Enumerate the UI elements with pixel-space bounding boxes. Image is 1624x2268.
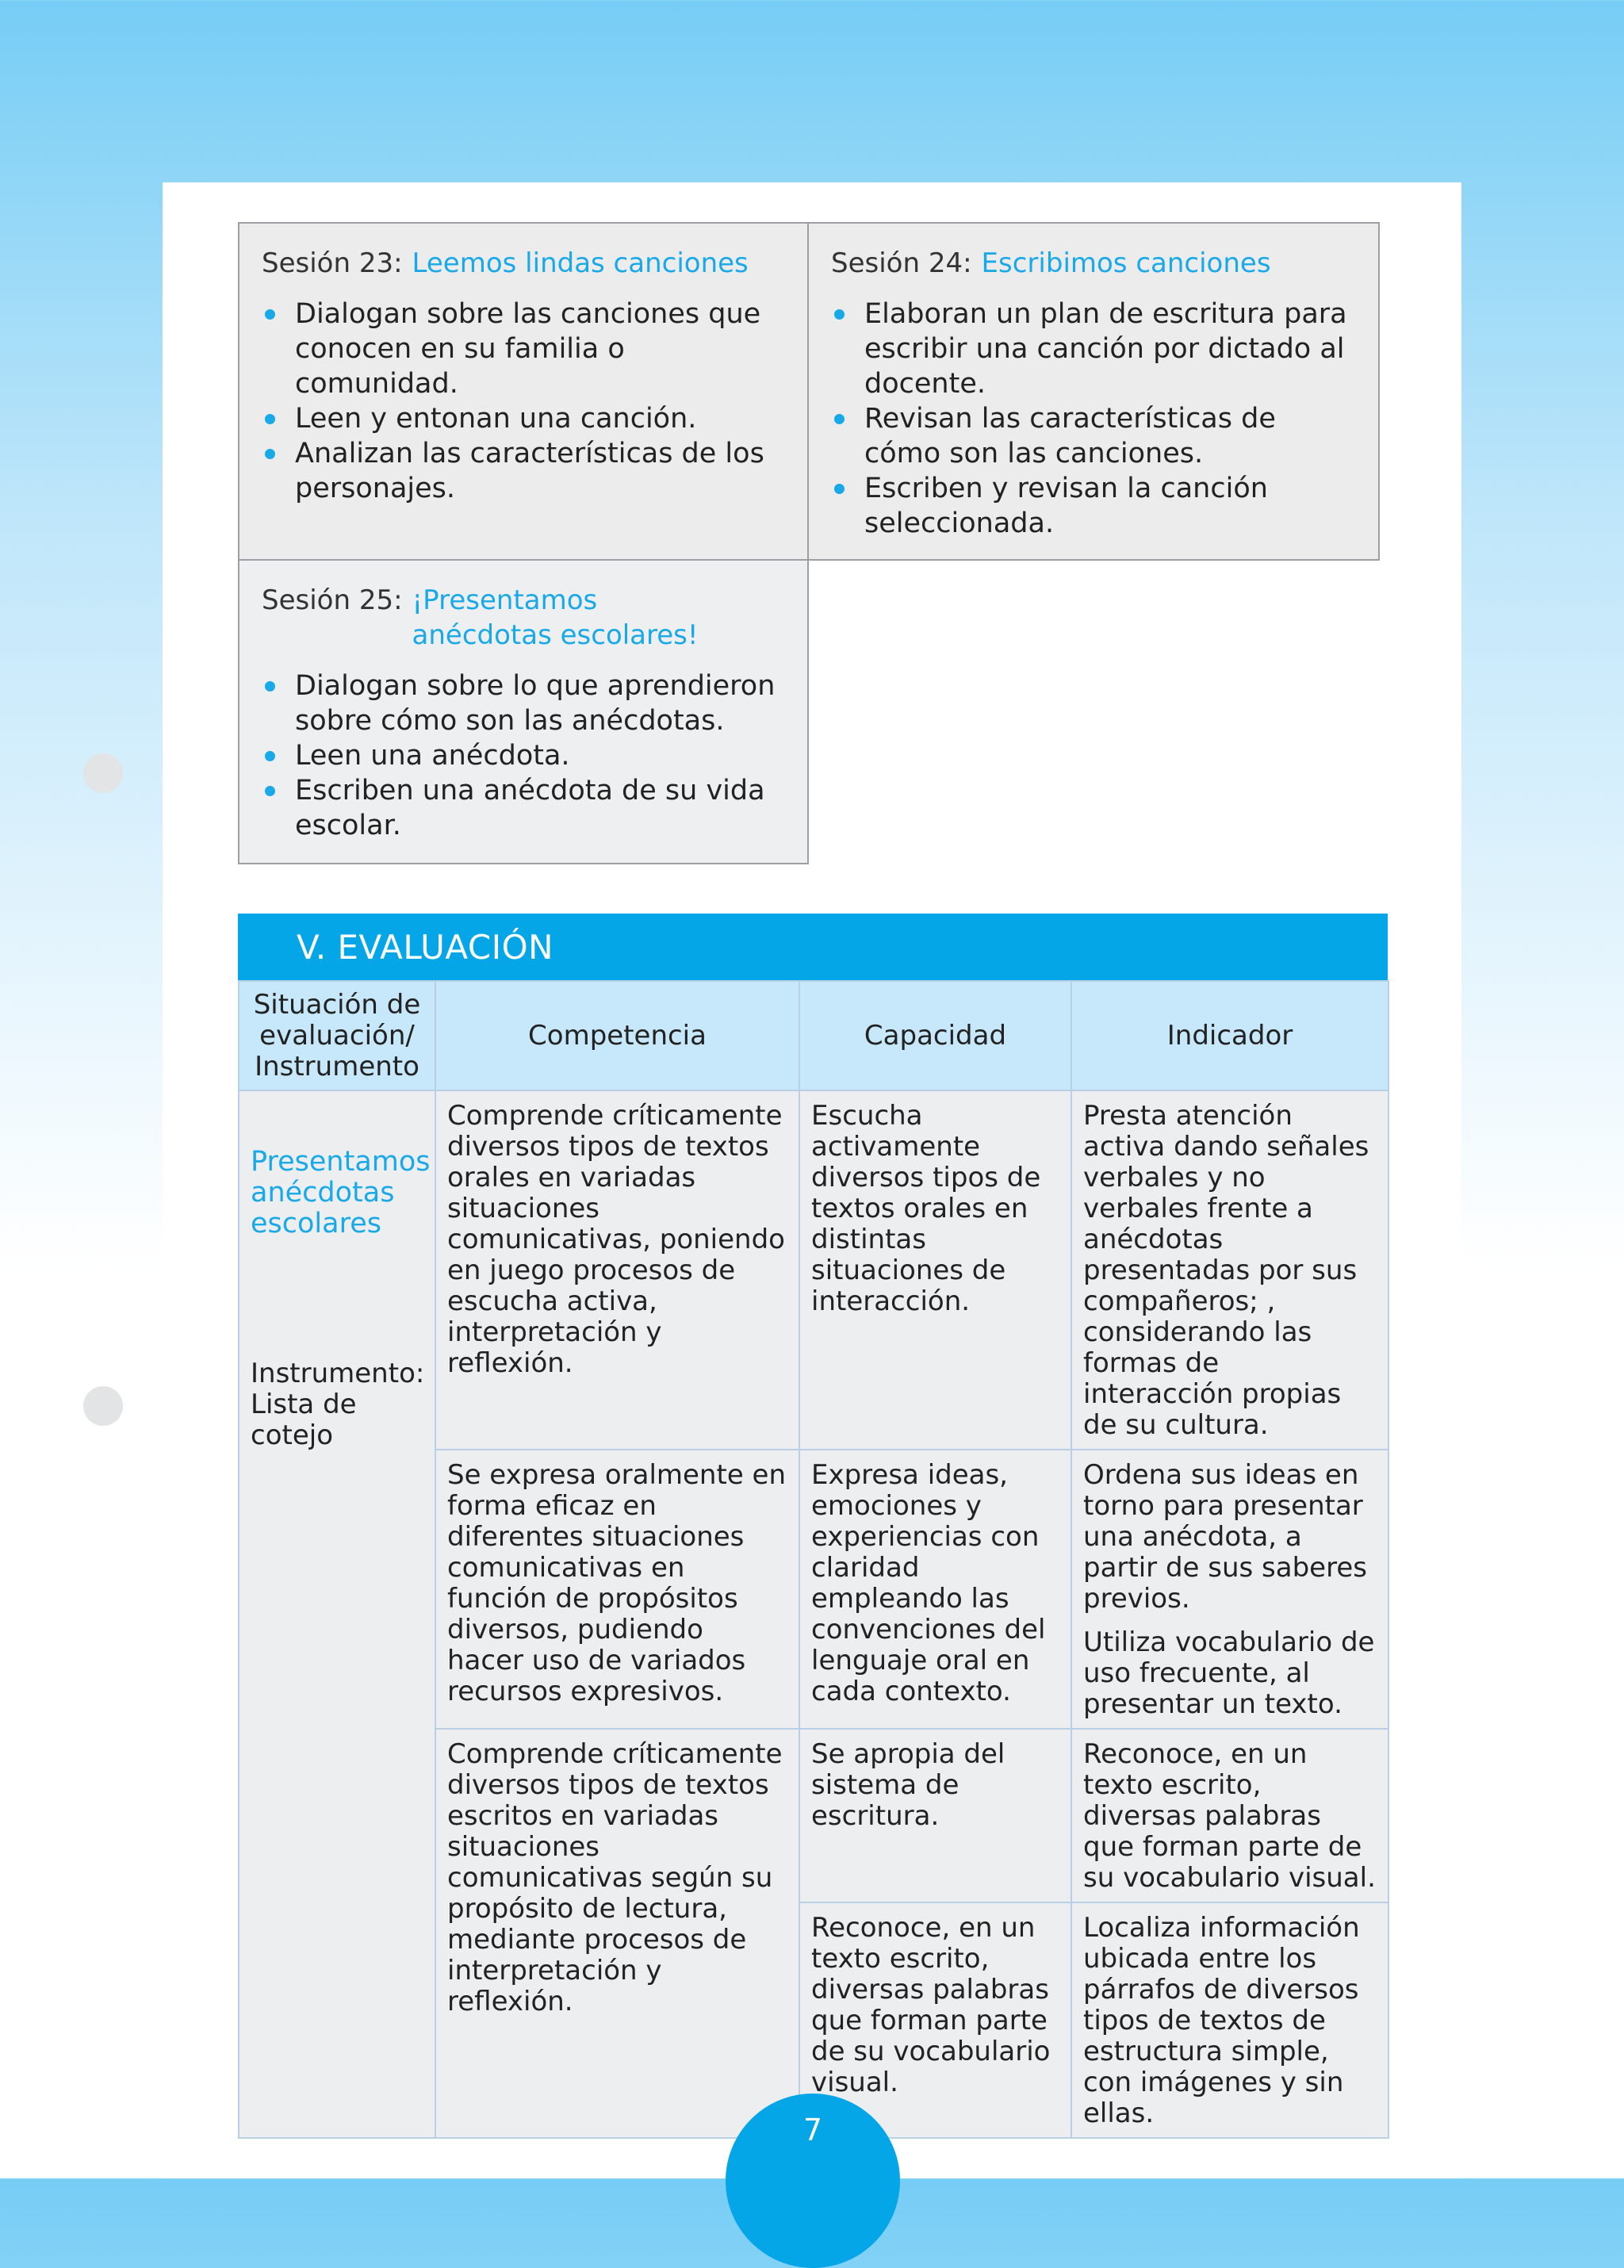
- header-capacidad: Capacidad: [799, 981, 1071, 1090]
- cell-text: Expresa ideas, emociones y experiencias con claridad empleando las convenciones del lenguaje oral en cada contexto.: [811, 1459, 1046, 1707]
- competencia-cell: [435, 1729, 799, 2138]
- cell-text: Localiza información ubicada entre los párrafos de diversos tipos de textos de estructura simple, con imágenes y sin ellas.: [1083, 1912, 1360, 2129]
- session-name: ¡Presentamos anécdotas escolares!: [412, 584, 699, 651]
- cell-text: Comprende críticamente diversos tipos de textos escritos en variadas situaciones comunicativas según su propósito de lectura, mediante procesos de interpretación y reflexión.: [447, 1738, 783, 2017]
- cell-text: Se expresa oralmente en forma eficaz en diferentes situaciones comunicativas en función de propósitos diversos, pudiendo hacer uso de variados recursos expresivos.: [447, 1459, 787, 1707]
- indicador-cell: [1071, 1450, 1388, 1729]
- decorative-dot-upper: [83, 753, 123, 793]
- situation-name: Presentamos anécdotas escolares: [251, 1146, 431, 1239]
- instrument-label: Instrumento: Lista de cotejo: [251, 1358, 425, 1451]
- cell-text: Se apropia del sistema de escritura.: [811, 1738, 1005, 1832]
- session-25-box: [238, 559, 809, 864]
- list-item: Escriben y revisan la canción seleccionada.: [831, 471, 1358, 541]
- indicador-cell: [1071, 1902, 1388, 2138]
- list-item: Leen y entonan una canción.: [262, 401, 787, 436]
- session-name: Escribimos canciones: [981, 247, 1271, 279]
- indicador-cell: [1071, 1729, 1388, 1902]
- session-label: Sesión 24:: [831, 247, 972, 279]
- document-page: [163, 182, 1461, 2178]
- capacidad-cell: [799, 1450, 1071, 1729]
- cell-text: Ordena sus ideas en torno para presentar una anécdota, a partir de sus saberes previos.: [1083, 1459, 1367, 1615]
- cell-text: Reconoce, en un texto escrito, diversas palabras que forman parte de su vocabulario visual.: [1083, 1738, 1376, 1894]
- session-label: Sesión 25:: [262, 584, 403, 616]
- session-activities: [262, 669, 787, 843]
- sessions-grid: [238, 222, 1380, 864]
- decorative-dot-lower: [83, 1386, 123, 1426]
- session-label: Sesión 23:: [262, 247, 403, 279]
- list-item: Leen una anécdota.: [262, 738, 787, 773]
- cell-text: Escucha activamente diversos tipos de textos orales en distintas situaciones de interacción.: [811, 1100, 1041, 1317]
- list-item: Analizan las características de los personajes.: [262, 436, 787, 506]
- cell-text: Utiliza vocabulario de uso frecuente, al presentar un texto.: [1083, 1626, 1375, 1720]
- list-item: Escriben una anécdota de su vida escolar.: [262, 773, 787, 843]
- session-title: [262, 583, 787, 653]
- session-title: [262, 246, 787, 281]
- capacidad-cell: [799, 1729, 1071, 1902]
- cell-text: Presta atención activa dando señales verbales y no verbales frente a anécdotas presentadas por sus compañeros; , considerando las formas de interacción propias de su cultura.: [1083, 1100, 1369, 1441]
- session-activities: [262, 297, 787, 506]
- cell-text: Reconoce, en un texto escrito, diversas palabras que forman parte de su vocabulario visual.: [811, 1912, 1051, 2098]
- header-situacion: Situación de evaluación/ Instrumento: [239, 981, 435, 1090]
- list-item: Dialogan sobre las canciones que conocen en su familia o comunidad.: [262, 297, 787, 401]
- list-item: Dialogan sobre lo que aprendieron sobre cómo son las anécdotas.: [262, 669, 787, 738]
- competencia-cell: [435, 1450, 799, 1729]
- table-header-row: [239, 981, 1388, 1090]
- session-title: [831, 246, 1358, 281]
- session-23-box: [238, 222, 809, 561]
- page-number: 7: [726, 2094, 900, 2268]
- competencia-cell: [435, 1090, 799, 1450]
- session-24-box: [807, 222, 1380, 561]
- cell-text: Comprende críticamente diversos tipos de textos orales en variadas situaciones comunicativas, poniendo en juego procesos de escucha activa, interpretación y reflexión.: [447, 1100, 785, 1379]
- situation-cell: [239, 1090, 435, 2138]
- capacidad-cell: [799, 1090, 1071, 1450]
- list-item: Elaboran un plan de escritura para escribir una canción por dictado al docente.: [831, 297, 1358, 401]
- session-activities: [831, 297, 1358, 541]
- session-name: Leemos lindas canciones: [412, 247, 749, 279]
- indicador-cell: [1071, 1090, 1388, 1450]
- header-indicador: Indicador: [1071, 981, 1388, 1090]
- list-item: Revisan las características de cómo son las canciones.: [831, 401, 1358, 471]
- evaluation-heading: V. EVALUACIÓN: [238, 914, 1388, 980]
- table-row: [239, 1090, 1388, 1450]
- evaluation-table: [238, 980, 1389, 2139]
- header-competencia: Competencia: [435, 981, 799, 1090]
